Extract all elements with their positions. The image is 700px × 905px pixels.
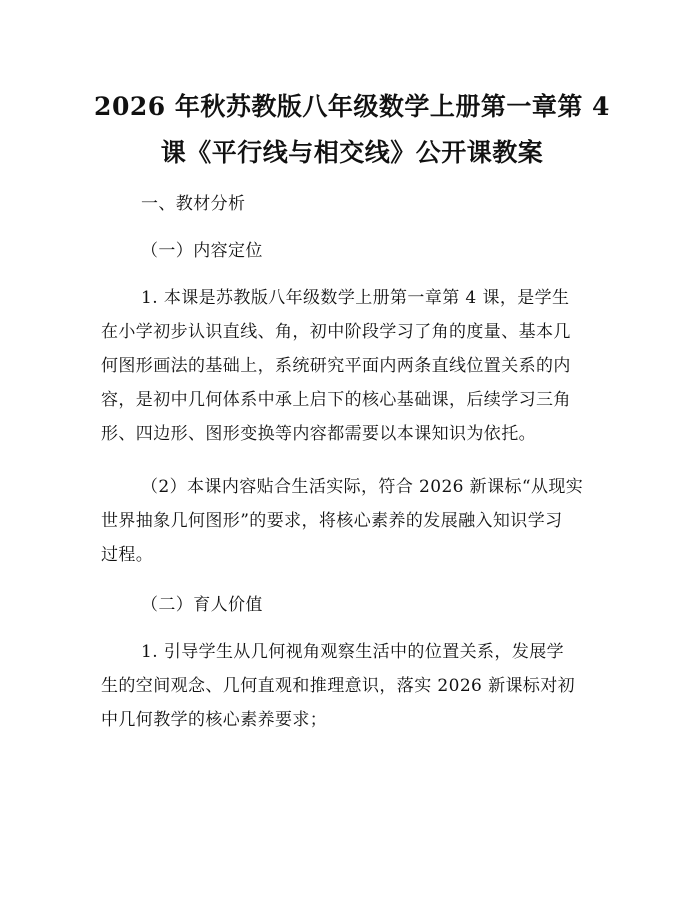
section-heading-teaching-material-analysis: 一、教材分析	[141, 194, 246, 214]
title-line-2: 课《平行线与相交线》公开课教案	[160, 138, 544, 167]
paragraph-1-line-3: 何图形画法的基础上，系统研究平面内两条直线位置关系的内	[101, 356, 571, 376]
paragraph-3-line-3: 中几何教学的核心素养要求；	[101, 710, 328, 730]
paragraph-1-line-5: 形、四边形、图形变换等内容都需要以本课知识为依托。	[101, 424, 536, 444]
subsection-heading-educational-value: （二）育人价值	[141, 595, 263, 615]
paragraph-2-line-3: 过程。	[101, 545, 154, 565]
paragraph-1-line-2: 在小学初步认识直线、角，初中阶段学习了角的度量、基本几	[101, 322, 571, 342]
paragraph-2-line-2: 世界抽象几何图形”的要求，将核心素养的发展融入知识学习	[101, 511, 563, 531]
paragraph-3-line-1: 1. 引导学生从几何视角观察生活中的位置关系，发展学	[141, 642, 565, 662]
paragraph-3-line-2: 生的空间观念、几何直观和推理意识，落实 2026 新课标对初	[101, 676, 576, 696]
paragraph-1-line-4: 容，是初中几何体系中承上启下的核心基础课，后续学习三角	[101, 390, 571, 410]
paragraph-2-line-1: （2）本课内容贴合生活实际，符合 2026 新课标“从现实	[141, 477, 584, 497]
paragraph-1-line-1: 1. 本课是苏教版八年级数学上册第一章第 4 课，是学生	[141, 288, 570, 308]
title-line-1: 2026 年秋苏教版八年级数学上册第一章第 4	[94, 92, 610, 121]
document-title	[92, 84, 612, 176]
subsection-heading-content-positioning: （一）内容定位	[141, 241, 263, 261]
